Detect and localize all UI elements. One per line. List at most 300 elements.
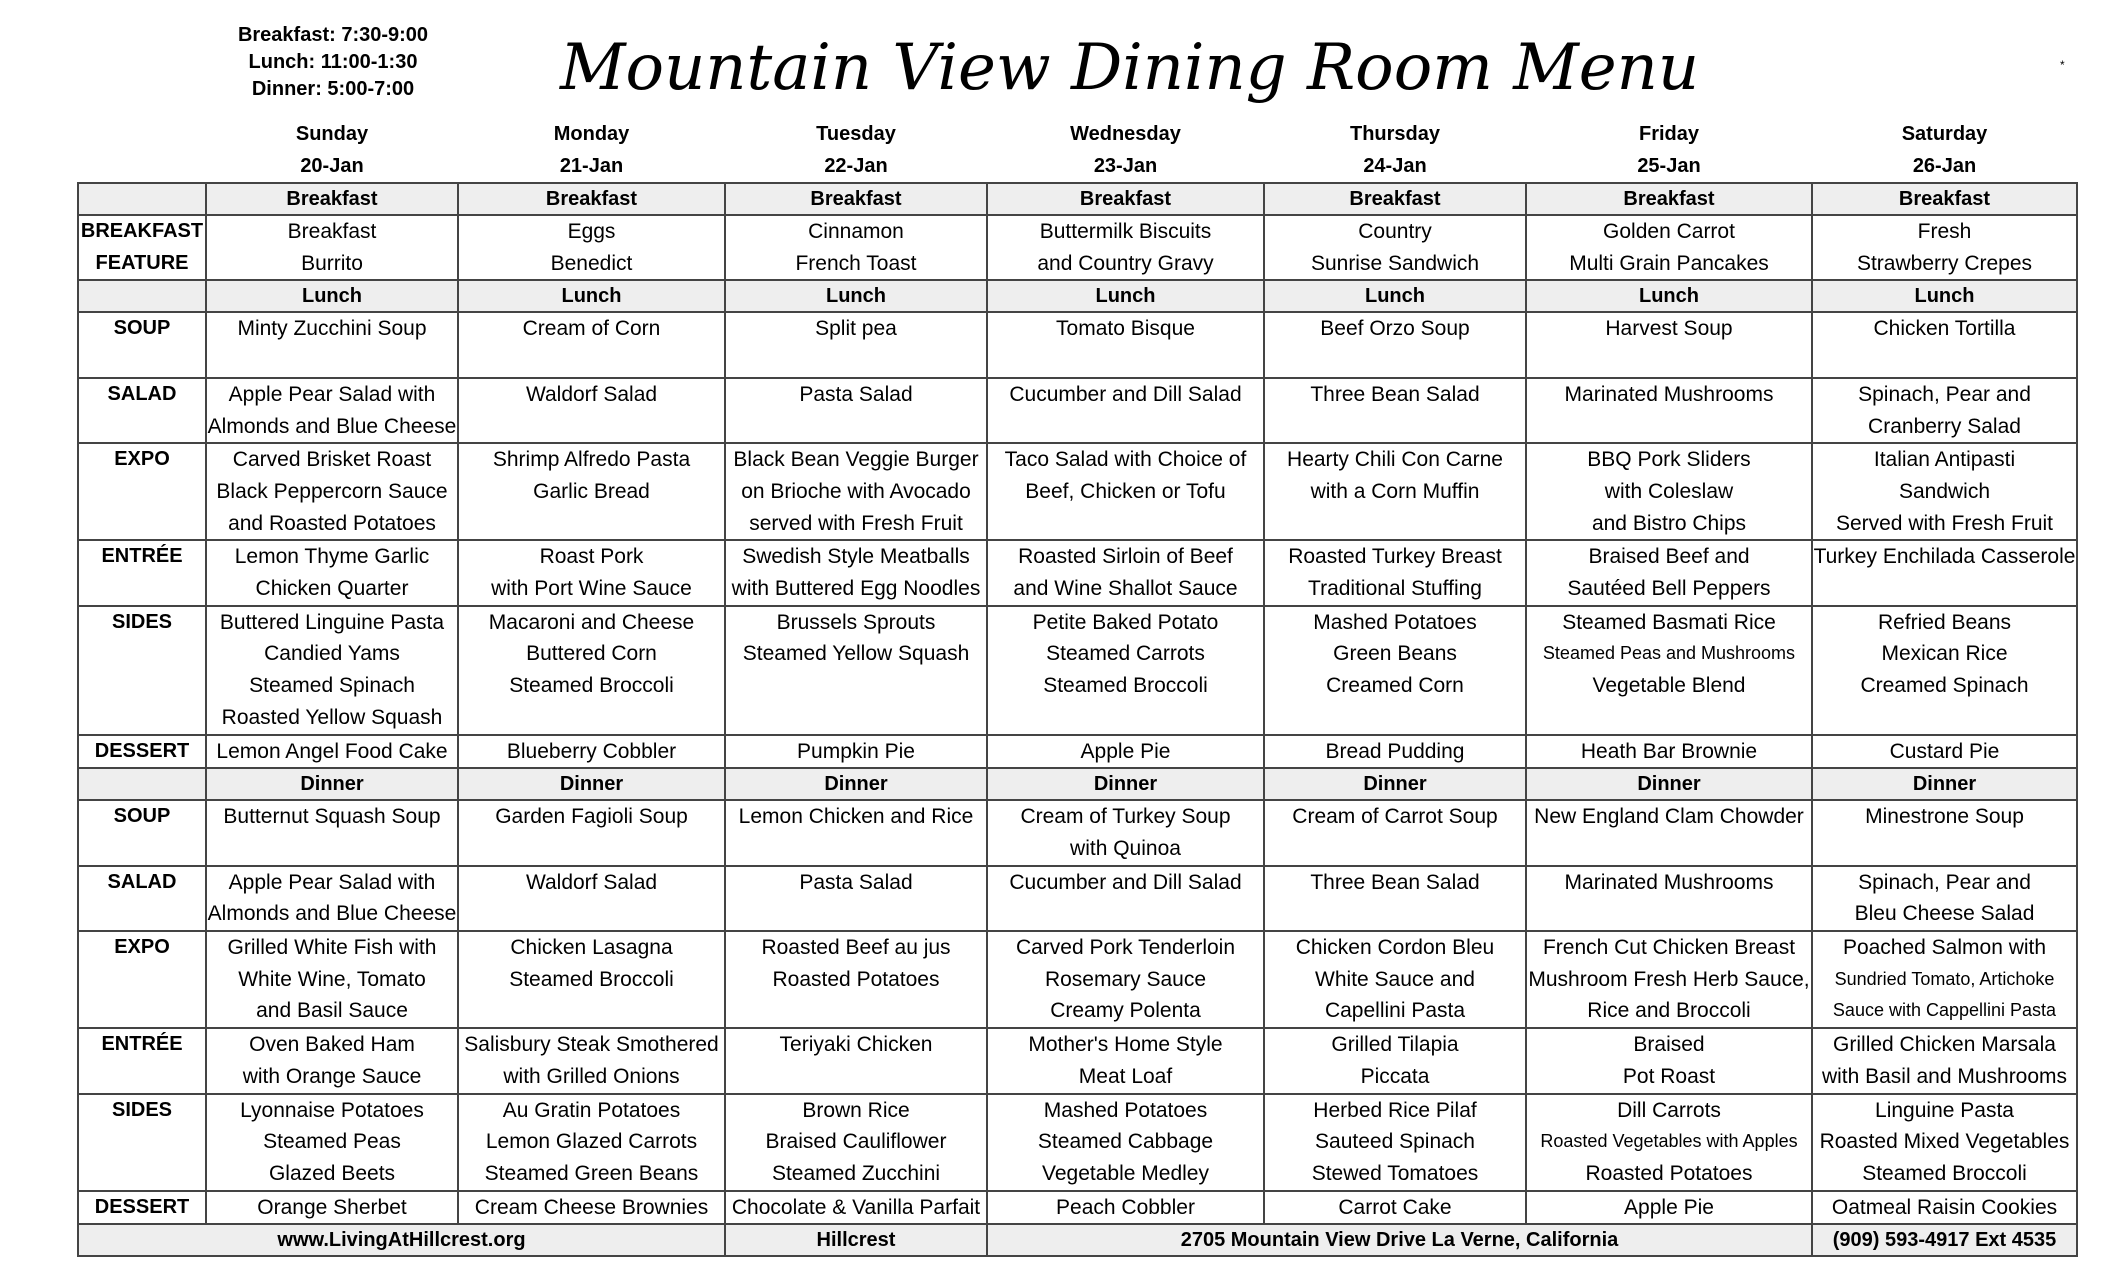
dish-line: Roasted Potatoes [772,967,940,991]
dish-line: Lemon Glazed Carrots [485,1130,698,1154]
dish-line [207,345,457,377]
menu-cell [1812,1028,2077,1093]
dish-line: Swedish Style Meatballs [742,545,970,569]
dish-line: Roasted Potatoes [1585,1161,1753,1185]
dish-line: Buttered Corn [526,642,657,666]
dish-line: Taco Salad with Choice of [1004,448,1247,472]
menu-cell [725,1191,987,1225]
dish-line: Traditional Stuffing [1308,577,1482,601]
dish-line: Pot Roast [1622,1064,1716,1088]
dish-line: Garlic Bread [533,479,650,503]
dish-line: Apple Pie [1624,1195,1714,1219]
dinner-hours: Dinner: 5:00-7:00 [251,78,415,100]
dish-line [459,898,724,930]
menu-cell [725,1028,987,1093]
course-label [78,931,206,1028]
dish-line: Lemon Thyme Garlic [234,545,430,569]
menu-cell [458,1028,725,1093]
course-label-text: SIDES [111,1098,173,1121]
course-label-text: EXPO [114,936,170,959]
dish-line: and Wine Shallot Sauce [1013,577,1238,601]
dish-line: Golden Carrot [1603,220,1735,243]
lunch-hours: Lunch: 11:00-1:30 [248,51,418,73]
dish-line: and Basil Sauce [256,999,408,1023]
menu-cell [725,378,987,443]
dish-line: and Bistro Chips [1591,511,1747,535]
dish-line: Rosemary Sauce [1044,967,1207,991]
dish-line [1813,702,2076,734]
dish-line: Vegetable Blend [1592,674,1746,698]
dish-line: with Orange Sauce [242,1064,422,1088]
dish-line: Harvest Soup [1605,317,1733,341]
dinner-heading: Dinner [458,768,725,800]
menu-cell [1264,606,1526,735]
day-date: 26-Jan [1912,155,1977,177]
menu-cell [206,1094,458,1191]
dish-line: Herbed Rice Pilaf [1313,1098,1477,1122]
day-day: Friday [1638,123,1700,145]
dish-line [726,702,986,734]
lunch-heading: Lunch [1264,280,1526,312]
course-label-text: SOUP [113,805,171,828]
course-label-text: SIDES [111,610,173,633]
dish-line: Country [1358,220,1432,243]
dish-line: Carrot Cake [1338,1195,1452,1219]
dish-line: Cream of Turkey Soup [1020,805,1231,829]
menu-cell [458,378,725,443]
breakfast-heading: Breakfast [725,183,987,215]
menu-cell [1812,800,2077,865]
dish-line: Piccata [1360,1064,1430,1088]
dish-line: Braised Cauliflower [765,1130,947,1154]
dish-line: Strawberry Crepes [1856,251,2033,275]
dish-line: Grilled Chicken Marsala [1833,1033,2056,1057]
day-day: Saturday [1901,123,1988,145]
menu-cell [1526,1094,1812,1191]
website-link[interactable]: www.LivingAtHillcrest.org [78,1224,725,1256]
dish-line [1265,898,1525,930]
dish-line: Turkey Enchilada Casserole [1813,545,2076,569]
menu-cell [1264,1094,1526,1191]
dish-line: Capellini Pasta [1324,999,1466,1023]
dinner-heading: Dinner [1526,768,1812,800]
course-label [78,1094,206,1191]
dish-line: Cream Cheese Brownies [474,1195,709,1219]
menu-cell [206,800,458,865]
dish-line: with Basil and Mushrooms [1821,1064,2068,1088]
lunch-band [78,280,2077,312]
dish-line [726,833,986,865]
dish-line: Steamed Spinach [249,674,415,698]
course-label [78,800,206,865]
asterisk-mark: * [2060,58,2065,72]
dish-line: Salisbury Steak Smothered [464,1033,719,1057]
dish-line [1265,345,1525,377]
dish-line: Waldorf Salad [525,382,658,406]
course-label-text: FEATURE [95,251,189,274]
dish-line: Hearty Chili Con Carne [1287,448,1503,472]
menu-cell [987,1191,1264,1225]
menu-cell [725,866,987,931]
menu-cell [1526,931,1812,1028]
menu-cell [1812,1094,2077,1191]
dish-line [1265,833,1525,865]
dish-line [459,508,724,540]
course-label [78,312,206,377]
dish-line: Chocolate & Vanilla Parfait [731,1195,981,1219]
lunch-heading: Lunch [1526,280,1812,312]
day-day: Wednesday [1070,123,1181,145]
dish-line [1527,411,1811,443]
dish-line: Roasted Mixed Vegetables [1819,1130,2070,1154]
dish-line: Shrimp Alfredo Pasta [492,448,691,472]
dish-line: Black Peppercorn Sauce [216,479,448,503]
dish-line: BBQ Pork Sliders [1587,448,1751,472]
dish-line: Candied Yams [264,642,400,666]
menu-cell [725,312,987,377]
menu-cell [725,215,987,280]
menu-cell [1264,312,1526,377]
menu-cell [1526,800,1812,865]
menu-cell [987,540,1264,605]
dish-line: Roast Pork [539,545,644,569]
dish-line: Beef, Chicken or Tofu [1025,479,1226,503]
day-date: 20-Jan [300,155,364,177]
menu-cell [1812,443,2077,540]
menu-cell [458,606,725,735]
dish-line [726,345,986,377]
dish-line: Creamy Polenta [1050,999,1201,1023]
date-header-row [78,150,2077,183]
menu-row [78,800,2077,865]
dish-line: Marinated Mushrooms [1564,382,1774,406]
dish-line: French Toast [795,251,917,275]
course-label-text: DESSERT [94,1195,190,1218]
menu-cell [206,540,458,605]
day-header-row [78,118,2077,150]
menu-cell [1812,378,2077,443]
day-date: 25-Jan [1637,155,1701,177]
menu-cell [1526,1028,1812,1093]
menu-cell [1264,866,1526,931]
course-label [78,606,206,735]
dish-line: Brussels Sprouts [776,610,936,634]
dish-line [1265,702,1525,734]
dish-line: Steamed Broccoli [1862,1161,2027,1185]
menu-row [78,606,2077,735]
dish-line: Heath Bar Brownie [1580,739,1758,763]
header-spacer [78,118,206,150]
dish-line [988,345,1263,377]
breakfast-heading: Breakfast [1264,183,1526,215]
dish-line: New England Clam Chowder [1534,805,1804,829]
menu-cell [987,443,1264,540]
menu-cell [458,866,725,931]
day-date: 21-Jan [559,155,624,177]
dish-line [988,508,1263,540]
menu-cell [725,443,987,540]
dish-line: Marinated Mushrooms [1564,870,1774,894]
dish-line: Pumpkin Pie [797,739,915,763]
dish-line: Steamed Broccoli [509,674,674,698]
dish-line [726,411,986,443]
dish-line: Roasted Yellow Squash [221,705,443,729]
menu-cell [206,735,458,769]
menu-cell [206,606,458,735]
dish-line [1813,573,2076,605]
breakfast-heading: Breakfast [1526,183,1812,215]
dish-line: Grilled Tilapia [1331,1033,1459,1057]
dish-line: Glazed Beets [268,1161,396,1185]
dish-line [459,702,724,734]
course-label [78,1191,206,1225]
menu-cell [725,1094,987,1191]
dish-line: Bread Pudding [1325,739,1465,763]
course-label [78,443,206,540]
dish-line: Burrito [301,251,363,275]
dish-line: Creamed Corn [1326,674,1464,698]
dish-line: Sandwich [1898,479,1991,503]
dish-line: Beef Orzo Soup [1320,317,1470,341]
breakfast-heading: Breakfast [1812,183,2077,215]
dish-line [459,995,724,1027]
dish-line: Mushroom Fresh Herb Sauce, [1528,967,1810,991]
menu-table [77,118,2078,1257]
dish-line: Carved Pork Tenderloin [1015,936,1236,960]
day-day: Sunday [295,123,369,145]
dish-line: French Cut Chicken Breast [1542,936,1796,960]
dish-line: Sunrise Sandwich [1310,251,1480,275]
dish-line: Steamed Broccoli [509,967,674,991]
dish-line: Benedict [550,251,633,275]
dish-line: Almonds and Blue Cheese [207,414,457,438]
menu-cell [1526,540,1812,605]
dish-line: Dill Carrots [1617,1098,1721,1122]
menu-cell [206,312,458,377]
dish-line: White Wine, Tomato [238,967,426,991]
dish-line: with a Corn Muffin [1310,479,1480,503]
menu-row [78,378,2077,443]
dish-line: Served with Fresh Fruit [1835,511,2054,535]
menu-cell [987,215,1264,280]
menu-row [78,312,2077,377]
menu-cell [987,606,1264,735]
dish-line: Steamed Carrots [1046,642,1205,666]
dish-line: Petite Baked Potato [1032,610,1219,634]
dish-line: Cream of Corn [522,317,661,341]
menu-cell [1812,866,2077,931]
header-spacer [78,150,206,183]
lunch-heading: Lunch [458,280,725,312]
dish-line: Lemon Angel Food Cake [216,739,448,763]
dish-line: Sautéed Bell Peppers [1567,577,1771,601]
course-label-text: ENTRÉE [101,1033,183,1056]
dish-line: Apple Pie [1080,739,1171,763]
dish-line: Peach Cobbler [1056,1195,1195,1219]
menu-cell [1526,1191,1812,1225]
menu-cell [725,735,987,769]
dish-line: Pasta Salad [799,382,913,406]
dish-line [1527,702,1811,734]
menu-row [78,215,2077,280]
menu-row [78,1028,2077,1093]
dish-line: Tomato Bisque [1056,317,1195,341]
dish-line: Steamed Broccoli [1043,674,1208,698]
menu-cell [1264,443,1526,540]
address: 2705 Mountain View Drive La Verne, California [987,1224,1812,1256]
course-label-text: SALAD [107,870,177,893]
footer-row [78,1224,2077,1256]
dish-line: on Brioche with Avocado [741,479,971,503]
dish-line: Steamed Zucchini [771,1161,941,1185]
dish-line [1265,508,1525,540]
dinner-heading: Dinner [725,768,987,800]
dish-line: Creamed Spinach [1860,674,2029,698]
menu-cell [1264,1028,1526,1093]
dish-line: with Grilled Onions [503,1064,680,1088]
dish-line: Mashed Potatoes [1313,610,1477,634]
dish-line: Meat Loaf [1078,1064,1173,1088]
dish-line: Roasted Sirloin of Beef [1018,545,1233,569]
menu-cell [725,540,987,605]
dish-line: with Port Wine Sauce [491,577,692,601]
dish-line: Buttered Linguine Pasta [219,610,445,634]
dish-line: Minestrone Soup [1865,805,2024,829]
dish-line: Refried Beans [1877,610,2012,634]
course-label [78,378,206,443]
dish-line: with Coleslaw [1604,479,1734,503]
dish-line: Custard Pie [1889,739,2000,763]
dish-line: Mother's Home Style [1028,1033,1223,1057]
dish-line [988,702,1263,734]
dish-line: Oven Baked Ham [249,1033,415,1057]
dish-line: Cucumber and Dill Salad [1009,382,1242,406]
dish-line: Eggs [567,220,616,243]
menu-cell [987,1094,1264,1191]
dish-line: Three Bean Salad [1310,382,1480,406]
dish-line [459,345,724,377]
dish-line: Butternut Squash Soup [223,805,441,829]
dish-line: Brown Rice [802,1098,910,1122]
dish-line: Grilled White Fish with [227,936,437,960]
dish-line: with Quinoa [1070,836,1181,860]
course-label-text: SALAD [107,382,177,405]
dish-line: and Country Gravy [1037,251,1214,275]
menu-cell [206,378,458,443]
dish-line: Waldorf Salad [525,870,658,894]
menu-cell [1526,606,1812,735]
menu-cell [458,1094,725,1191]
meal-band-spacer [78,768,206,800]
dish-line: Steamed Green Beans [484,1161,699,1185]
dish-line: Buttermilk Biscuits [1039,220,1212,243]
breakfast-heading: Breakfast [206,183,458,215]
dish-line: Mexican Rice [1881,642,2008,666]
menu-cell [1264,735,1526,769]
day-date: 24-Jan [1363,155,1427,177]
course-label [78,540,206,605]
menu-row [78,866,2077,931]
dish-line [726,995,986,1027]
dinner-heading: Dinner [206,768,458,800]
menu-cell [1264,215,1526,280]
dish-line [726,1061,986,1093]
dish-line: Rice and Broccoli [1587,999,1751,1023]
dish-line: served with Fresh Fruit [749,511,963,535]
lunch-heading: Lunch [1812,280,2077,312]
menu-row [78,1094,2077,1191]
dish-line: Chicken Lasagna [510,936,673,960]
dish-line [1527,345,1811,377]
dish-line: Cream of Carrot Soup [1292,805,1498,829]
dish-line: Cinnamon [808,220,904,243]
day-day: Thursday [1349,123,1441,145]
menu-cell [1264,378,1526,443]
menu-cell [1812,606,2077,735]
dish-line: Italian Antipasti [1873,448,2016,472]
dish-line: Steamed Cabbage [1037,1130,1214,1154]
dish-line [1527,833,1811,865]
menu-cell [1526,866,1812,931]
dish-line [726,670,986,702]
menu-cell [987,931,1264,1028]
menu-cell [725,931,987,1028]
dish-line: with Buttered Egg Noodles [731,577,981,601]
dish-line: Oatmeal Raisin Cookies [1831,1195,2058,1219]
lunch-heading: Lunch [725,280,987,312]
dish-line: Apple Pear Salad with [228,382,436,406]
dish-line: Steamed Peas and Mushrooms [1542,643,1796,664]
menu-cell [206,215,458,280]
menu-cell [1812,735,2077,769]
dish-line [988,898,1263,930]
dish-line: Cucumber and Dill Salad [1009,870,1242,894]
meal-hours [228,22,438,103]
dish-line: Stewed Tomatoes [1311,1161,1479,1185]
dish-line: Carved Brisket Roast [232,448,432,472]
course-label [78,215,206,280]
dish-line: Chicken Quarter [255,577,409,601]
dish-line: Braised [1633,1033,1705,1057]
dish-line: Teriyaki Chicken [779,1033,933,1057]
dish-line: Bleu Cheese Salad [1854,902,2035,926]
menu-cell [725,800,987,865]
dish-line [1265,411,1525,443]
menu-cell [206,443,458,540]
dish-line: Garden Fagioli Soup [495,805,688,829]
menu-row [78,540,2077,605]
menu-cell [206,866,458,931]
dish-line: Multi Grain Pancakes [1569,251,1769,275]
dish-line: Roasted Beef au jus [761,936,951,960]
menu-cell [1526,443,1812,540]
menu-cell [1812,1191,2077,1225]
course-label [78,1028,206,1093]
dish-line: Macaroni and Cheese [488,610,695,634]
dish-line: Split pea [815,317,897,341]
dish-line: Steamed Peas [263,1130,401,1154]
menu-cell [987,312,1264,377]
dish-line: Roasted Turkey Breast [1288,545,1502,569]
day-day: Tuesday [816,123,896,145]
meal-band-spacer [78,280,206,312]
course-label-text: EXPO [114,448,170,471]
menu-title: Mountain View Dining Room Menu [560,31,1700,105]
dish-line [988,411,1263,443]
menu-row [78,931,2077,1028]
course-label-text: SOUP [113,317,171,340]
menu-cell [987,800,1264,865]
